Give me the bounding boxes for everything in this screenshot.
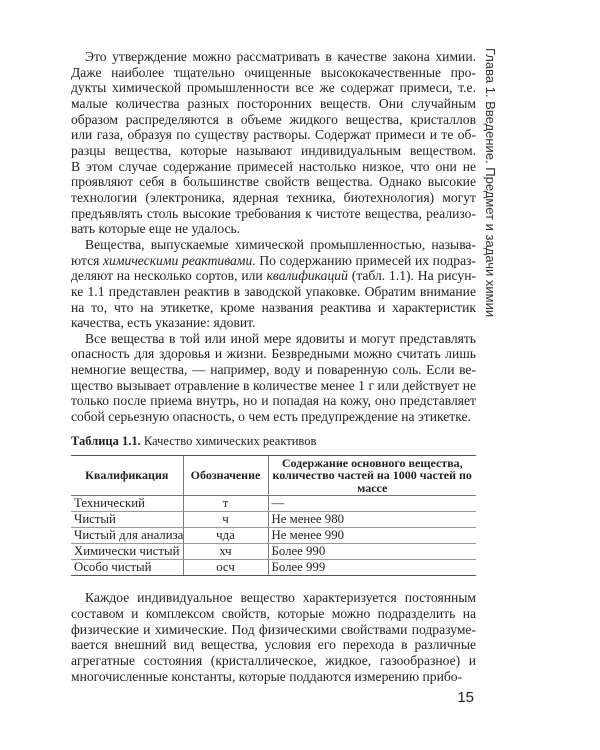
text-line: агрегатные состояния (кристаллическое, жидкое, газообразное) и	[71, 652, 476, 668]
text-line: вается внешний вид вещества, условия его перехода в различные	[71, 637, 476, 653]
text-line: на то, что на этикетке, кроме названия реактива и характеристик	[71, 299, 476, 315]
text-line: составом и комплексом свойств, которые можно подразделить на	[71, 605, 476, 621]
text-line: В этом случае содержание примесей настолько низкое, что они не	[71, 158, 476, 174]
body-text-bottom	[71, 590, 476, 684]
cell-designation: т	[183, 496, 268, 512]
cell-designation: чда	[183, 528, 268, 544]
cell-qualification: Чистый	[71, 512, 183, 528]
cell-qualification: Чистый для анализа	[71, 528, 183, 544]
text-line: Каждое индивидуальное вещество характеризуется постоянным	[85, 590, 476, 606]
italic-term: химическими реактивами	[103, 252, 253, 268]
text-line: предъявлять столь высокие требования к чистоте вещества, реализо-	[71, 205, 476, 221]
text-segment: ются	[71, 252, 104, 268]
text-line: щество вызывает отравление в количестве менее 1 г или действует не	[71, 377, 476, 393]
cell-content: Не менее 990	[268, 528, 476, 544]
text-line: ке 1.1 представлен реактив в заводской упаковке. Обратим внимание	[71, 283, 476, 299]
text-line: дукты химической промышленности все же содержат примеси, т.е.	[71, 80, 476, 96]
text-line: вать которые еще не удалось.	[71, 221, 241, 237]
text-line	[71, 268, 476, 284]
reagent-quality-table	[71, 455, 476, 577]
text-line: малые количества разных посторонних веществ. Они случайным	[71, 95, 476, 111]
table-caption	[71, 433, 476, 449]
text-line: собой серьезную опасность, о чем есть предупреждение на этикетке.	[71, 409, 471, 425]
cell-qualification: Технический	[71, 496, 183, 512]
text-line: Вещества, выпускаемые химической промышленностью, называ-	[85, 236, 476, 252]
cell-content: —	[268, 496, 476, 512]
text-line	[71, 253, 476, 269]
running-header: Глава 1. Введение. Предмет и задачи химии	[483, 48, 498, 318]
table-row	[71, 560, 476, 576]
body-text-top	[71, 49, 476, 425]
page-column	[71, 49, 476, 706]
table-header-row	[71, 455, 476, 496]
header-content: Содержание основного вещества, количество частей на 1000 частей по массе	[268, 455, 476, 496]
page-number: 15	[457, 689, 474, 707]
text-line: образом распределяются в объеме жидкого вещества, кристаллов	[71, 111, 476, 127]
text-segment: (табл. 1.1). На рисун-	[347, 268, 476, 284]
header-designation: Обозначение	[183, 455, 268, 496]
text-line: Это утверждение можно рассматривать в качестве закона химии.	[85, 49, 476, 64]
table-row	[71, 496, 476, 512]
text-line: физические и химические. Под физическими свойствами подразуме-	[71, 621, 476, 637]
cell-content: Более 990	[268, 544, 476, 560]
text-line: Все вещества в той или иной мере ядовиты и могут представлять	[85, 330, 476, 346]
text-line: качества, есть указание: ядовит.	[71, 315, 256, 331]
table-row	[71, 544, 476, 560]
text-line: многочисленные константы, которые поддаются измерению прибо-	[71, 668, 463, 684]
text-line: проявляют себя в большинстве свойств вещества. Однако высокие	[71, 174, 476, 190]
text-line: технологии (электроника, ядерная техника, биотехнология) могут	[71, 189, 476, 205]
table-caption-text: Качество химических реактивов	[140, 433, 317, 448]
table-row	[71, 528, 476, 544]
cell-designation: ч	[183, 512, 268, 528]
text-line: разцы вещества, которые называют индивидуальным веществом.	[71, 142, 476, 158]
text-line: только после приема внутрь, но и попадая на кожу, оно представляет	[71, 393, 476, 409]
text-segment: деляют на несколько сортов, или	[71, 268, 267, 284]
cell-content: Не менее 980	[268, 512, 476, 528]
text-segment: . По содержанию примесей их подраз-	[252, 252, 476, 268]
cell-designation: осч	[183, 560, 268, 576]
text-line: или газа, образуя по существу растворы. Содержат примеси и те об-	[71, 127, 476, 143]
cell-qualification: Химически чистый	[71, 544, 183, 560]
italic-term: квалификаций	[266, 268, 348, 284]
cell-content: Более 999	[268, 560, 476, 576]
header-qualification: Квалификация	[71, 455, 183, 496]
cell-designation: хч	[183, 544, 268, 560]
table-row	[71, 512, 476, 528]
text-line: опасность для здоровья и жизни. Безвредными можно считать лишь	[71, 346, 476, 362]
text-line: немногие вещества, — например, воду и поваренную соль. Если ве-	[71, 362, 476, 378]
cell-qualification: Особо чистый	[71, 560, 183, 576]
table-caption-label: Таблица 1.1.	[71, 433, 141, 448]
text-line: Даже наиболее тщательно очищенные высококачественные про-	[71, 64, 476, 80]
